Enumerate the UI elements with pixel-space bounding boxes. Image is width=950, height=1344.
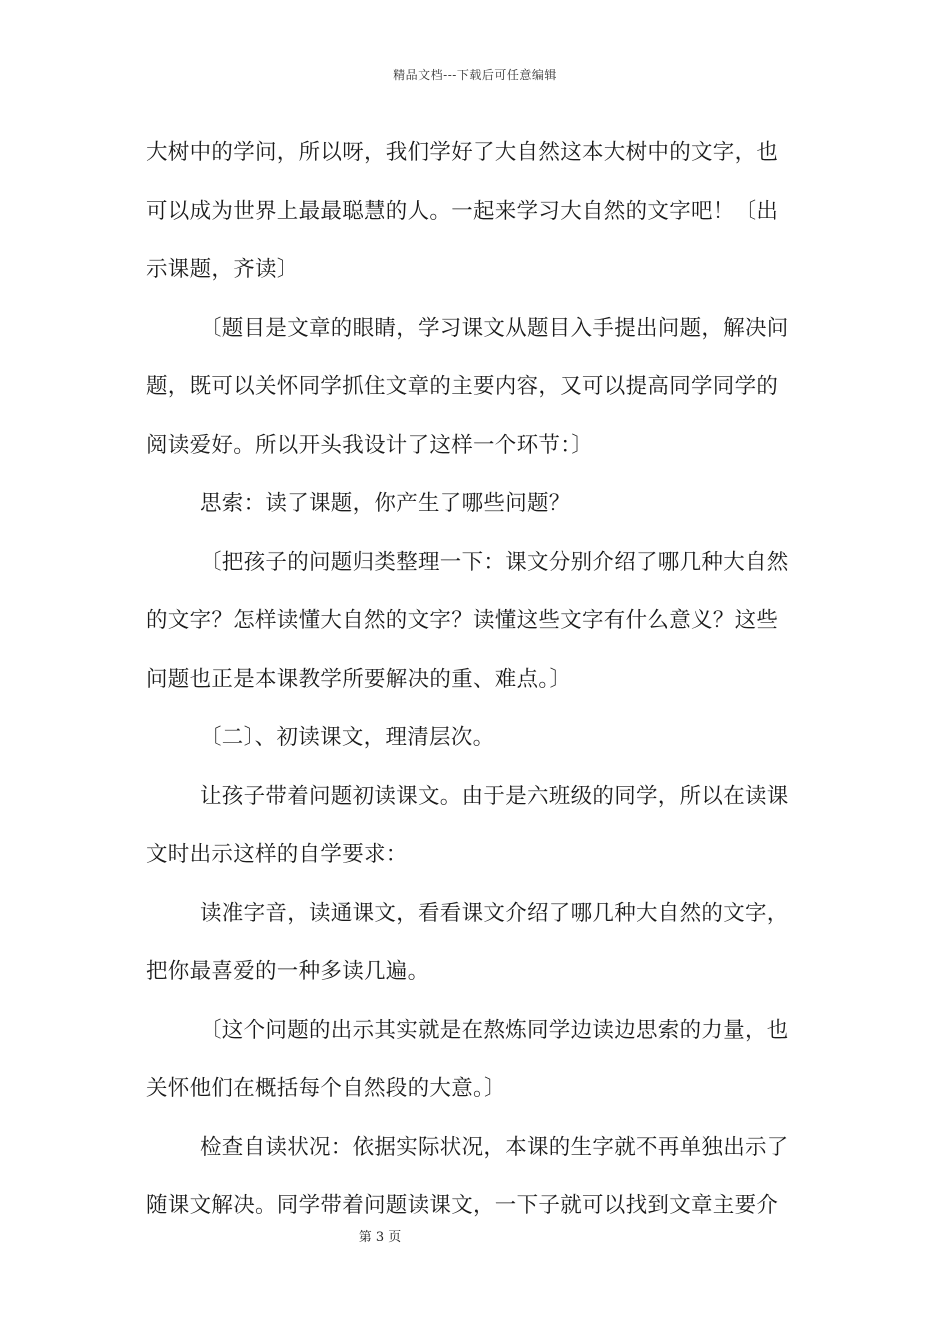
text-line: 大树中的学问，所以呀，我们学好了大自然这本大树中的文字，也	[146, 140, 779, 165]
paragraph	[146, 538, 806, 714]
text-line: 思索：读了课题，你产生了哪些问题？	[200, 491, 571, 516]
text-line: 关怀他们在概括每个自然段的大意。〕	[146, 1076, 506, 1101]
paragraph	[146, 713, 806, 772]
text-line: 问题也正是本课教学所要解决的重、难点。〕	[146, 666, 572, 692]
document-body	[146, 128, 806, 1240]
text-line: 把你最喜爱的一种多读几遍。	[146, 959, 430, 984]
text-line: 〔这个问题的出示其实就是在熬炼同学边读边思索的力量，也	[200, 1017, 789, 1043]
text-line: 可以成为世界上最最聪慧的人。一起来学习大自然的文字吧！〔出	[146, 198, 779, 224]
page-number: 第 3 页	[358, 1230, 402, 1245]
paragraph	[146, 304, 806, 480]
page-header: 精品文档---下载后可任意编辑	[393, 68, 557, 82]
paragraph	[146, 128, 806, 304]
text-line: 读准字音，读通课文，看看课文介绍了哪几种大自然的文字，	[200, 900, 789, 926]
paragraph	[146, 479, 806, 538]
text-line: 让孩子带着问题初读课文。由于是六班级的同学，所以在读课	[200, 783, 789, 809]
text-line: 阅读爱好。所以开头我设计了这样一个环节：〕	[146, 432, 594, 458]
text-line: 示课题，齐读〕	[146, 257, 299, 282]
paragraph	[146, 889, 806, 1006]
text-line: 文时出示这样的自学要求：	[146, 842, 408, 867]
text-line: 的文字？怎样读懂大自然的文字？读懂这些文字有什么意义？这些	[146, 608, 779, 633]
text-line: 〔题目是文章的眼睛，学习课文从题目入手提出问题，解决问	[200, 315, 789, 341]
text-line: 〔把孩子的问题归类整理一下：课文分别介绍了哪几种大自然	[200, 549, 789, 575]
paragraph	[146, 1123, 806, 1240]
text-line: 随课文解决。同学带着问题读课文，一下子就可以找到文章主要介	[146, 1193, 779, 1218]
paragraph	[146, 1006, 806, 1123]
paragraph	[146, 772, 806, 889]
text-line: 〔二〕、初读课文，理清层次。	[200, 725, 495, 750]
text-line: 题，既可以关怀同学抓住文章的主要内容，又可以提高同学同学的	[146, 374, 779, 399]
text-line: 检查自读状况：依据实际状况，本课的生字就不再单独出示了	[200, 1134, 789, 1160]
